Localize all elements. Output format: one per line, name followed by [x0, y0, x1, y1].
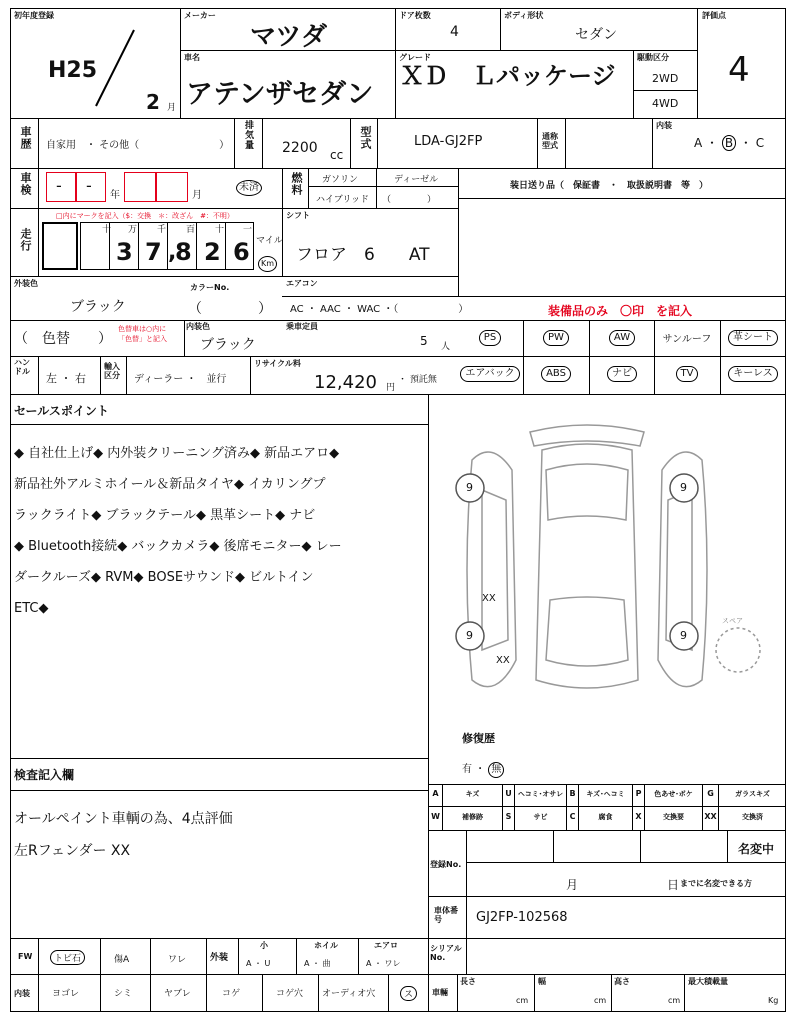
reg-month: 月: [566, 878, 579, 892]
color-no-label: カラーNo.: [190, 283, 230, 292]
legend-cell: 交換要: [663, 813, 684, 821]
equip-pw: PW: [524, 330, 588, 346]
body-type: セダン: [575, 27, 618, 43]
vin: GJ2FP-102568: [476, 910, 568, 925]
ac-label: エアコン: [286, 279, 318, 288]
km-label: Km: [258, 256, 277, 272]
odometer-digit-box-0: [42, 222, 78, 270]
repair-label: 修復歴: [462, 732, 495, 745]
grade: ＸＤ Ｌパッケージ: [400, 62, 616, 90]
equip-airbag: エアバック: [458, 366, 522, 382]
grade-eval-label: 評価点: [702, 11, 726, 20]
fuel-paren: （ ）: [382, 195, 437, 205]
dim-weight: 最大積載量: [688, 977, 728, 986]
unit-ten-man: 十: [102, 225, 112, 235]
dim-label: 車輛: [432, 988, 448, 997]
inspection-line: オールペイント車輌の為、4点評価: [14, 811, 233, 827]
bottom-cell: A ・ ワレ: [366, 959, 401, 968]
inspection-month-box-1: [124, 172, 156, 202]
bottom-cell: コゲ: [222, 989, 241, 999]
bottom-cell: エアロ: [374, 941, 398, 950]
fuel-label: 燃料: [290, 172, 303, 196]
bottom-cell: ワレ: [168, 955, 187, 965]
fuel-hybrid: ハイブリッド: [316, 195, 370, 205]
bottom-cell: 傷A: [114, 955, 130, 965]
equip-abs: ABS: [524, 366, 588, 382]
bottom-cell: FW: [18, 952, 33, 961]
ac: AC ・ AAC ・ WAC ・（ ）: [290, 304, 469, 315]
displacement-label: 排気量: [243, 120, 253, 150]
sales-line: ダークルーズ◆ RVM◆ BOSEサウンド◆ ビルトイン: [14, 570, 314, 585]
docs-label: 装日送り品（ 保証書 ・ 取扱説明書 等 ）: [510, 181, 709, 191]
odo-digit-3: 3: [116, 238, 133, 266]
sales-line: ◆ Bluetooth接続◆ バックカメラ◆ 後席モニター◆ レー: [14, 539, 342, 554]
tire-fr: 9: [680, 481, 687, 494]
month-unit: 月: [167, 103, 177, 113]
legend-cell: キズ･ヘコミ: [586, 790, 625, 798]
mile-label: マイル: [256, 236, 283, 246]
odo-digit-4: 7: [145, 238, 162, 266]
first-reg-year: H25: [48, 58, 98, 83]
legend-cell: キズ: [465, 790, 480, 798]
capacity-unit: 人: [441, 342, 451, 352]
dim-length: 長さ: [460, 977, 476, 986]
legend-cell: G: [707, 789, 714, 798]
equip-keyless: キーレス: [721, 366, 785, 382]
equip-title: 装備品のみ 〇印 を記入: [548, 304, 693, 318]
cc-unit: cc: [330, 148, 344, 162]
handle-label: ハンドル: [14, 358, 30, 376]
cm: cm: [594, 996, 607, 1005]
car-name: アテンザセダン: [186, 79, 374, 110]
legend-cell: ガラスキズ: [735, 790, 770, 798]
dash: -: [56, 176, 62, 195]
grade-eval: 4: [728, 50, 750, 90]
sales-line: 新品社外アルミホイール＆新品タイヤ◆ イカリングプ: [14, 477, 326, 492]
inspection-month-box-2: [156, 172, 188, 202]
cm: cm: [516, 996, 529, 1005]
legend-cell: サビ: [533, 813, 548, 821]
unit-ichi: 一: [243, 225, 253, 235]
common-model-label: 通称型式: [542, 132, 558, 150]
model: LDA-GJ2FP: [414, 134, 483, 149]
spare-label: スペア: [722, 617, 743, 625]
legend-cell: ヘコミ･オサレ: [517, 790, 564, 798]
sales-line: ラックライト◆ ブラックテール◆ 黒革シート◆ ナビ: [14, 508, 316, 523]
interior-grade: A ・ B ・ C: [694, 136, 765, 150]
color-no: （ ）: [188, 301, 272, 317]
equip-tv: TV: [655, 366, 719, 382]
interior-label: 内装: [656, 121, 672, 130]
dim-height: 高さ: [614, 977, 630, 986]
reg-day: 日: [667, 878, 680, 892]
shift: フロア 6 AT: [296, 245, 430, 265]
exterior-label: 外装色: [14, 279, 38, 288]
drive-label: 駆動区分: [637, 53, 669, 62]
inspection-title: 検査記入欄: [14, 768, 75, 782]
vin-label: 車体番号: [434, 906, 458, 924]
history-label: 車歴: [19, 126, 32, 150]
bottom-cell: ヨゴレ: [52, 989, 80, 999]
first-reg-month: 2: [146, 90, 160, 114]
maker: マツダ: [250, 22, 327, 52]
dim-width: 幅: [538, 977, 546, 986]
bottom-cell: A ・ U: [246, 959, 271, 968]
interior-color-label: 内装色: [186, 322, 210, 331]
legend-cell: 交換済: [742, 813, 763, 821]
maker-label: メーカー: [184, 11, 216, 20]
inspection-label: 車検: [19, 172, 32, 196]
repaint-note: 色替車は○内に「色替」と記入: [118, 325, 167, 343]
fuel-gas: ガソリン: [322, 175, 359, 185]
bottom-cell: 外装: [210, 953, 229, 963]
deposit: ・ 預託無: [398, 375, 437, 385]
capacity: 5: [420, 334, 428, 348]
displacement: 2200: [282, 140, 318, 156]
legend-cell: 補修跡: [462, 813, 483, 821]
sales-line: ETC◆: [14, 601, 49, 616]
tire-rl: 9: [466, 629, 473, 642]
tire-fl: 9: [466, 481, 473, 494]
equip-sunroof: サンルーフ: [662, 334, 712, 345]
exterior: ブラック: [70, 299, 126, 315]
bottom-cell: 小: [260, 941, 268, 950]
history-text: 自家用 ・ その他（ ）: [46, 140, 230, 151]
reg-deadline: までに名変できる方: [680, 879, 752, 888]
handle-value: 左 ・ 右: [46, 372, 86, 385]
unit-man: 万: [128, 225, 138, 235]
dash: -: [86, 176, 92, 195]
bottom-cell: A ・ 曲: [304, 959, 331, 968]
recycle-unit: 円: [386, 383, 396, 393]
unit-ju: 十: [215, 225, 225, 235]
model-label: 型式: [359, 126, 372, 150]
damage-mark: XX: [496, 655, 510, 666]
bottom-cell: ス: [400, 986, 417, 1001]
mileage-note: □内にマークを記入（$：交換 ＊：改ざん #：不明）: [56, 212, 234, 220]
body-label: ボディ形状: [504, 11, 544, 20]
fuel-diesel: ディーゼル: [394, 175, 439, 185]
equip-ps: PS: [458, 330, 522, 346]
year-unit: 年: [110, 190, 120, 201]
recycle: 12,420: [314, 372, 377, 393]
damage-mark: XX: [482, 593, 496, 604]
legend-cell: U: [505, 789, 512, 798]
cm: cm: [668, 996, 681, 1005]
sales-title: セールスポイント: [14, 404, 109, 418]
bottom-cell: オーディオ穴: [322, 989, 376, 999]
sales-points: [14, 438, 426, 624]
serial-label: シリアルNo.: [430, 944, 462, 962]
odo-digit-7: 6: [233, 238, 250, 266]
name-change: 名変中: [738, 842, 775, 856]
doors: 4: [450, 24, 459, 40]
legend-cell: S: [505, 812, 512, 821]
equip-leather: 革シート: [721, 330, 785, 346]
legend-cell: W: [431, 812, 440, 821]
legend-cell: X: [635, 812, 642, 821]
repair-value: 有 ・ 無: [462, 760, 504, 778]
bottom-cell: シミ: [114, 989, 133, 999]
equip-aw: AW: [590, 330, 654, 346]
bottom-cell: 内装: [14, 989, 30, 998]
mileage-label: 走行: [19, 228, 32, 252]
inspection-line: 左Rフェンダー XX: [14, 843, 131, 859]
unit-sen: 千: [157, 225, 167, 235]
kg: Kg: [768, 996, 779, 1005]
drive-2wd: 2WD: [652, 72, 679, 85]
doors-label: ドア枚数: [399, 11, 431, 20]
registration-label: 登録No.: [430, 860, 462, 869]
drive-4wd: 4WD: [652, 97, 679, 110]
import-label: 輸入区分: [104, 362, 120, 380]
month-unit-2: 月: [192, 190, 202, 201]
unit-hyaku: 百: [186, 225, 196, 235]
car-diagram: [432, 410, 782, 710]
car-name-label: 車名: [184, 53, 200, 62]
legend-cell: P: [635, 789, 642, 798]
comma: ,: [168, 240, 177, 265]
slash-mark: [90, 28, 140, 108]
legend-cell: 腐食: [598, 813, 613, 821]
capacity-label: 乗車定員: [286, 322, 318, 331]
first-reg-label: 初年度登録: [14, 11, 54, 20]
legend-cell: XX: [704, 812, 717, 821]
tire-rr: 9: [680, 629, 687, 642]
odo-digit-5: 8: [175, 238, 192, 266]
bottom-cell: ホイル: [314, 941, 338, 950]
import: ディーラー ・ 並行: [134, 374, 227, 385]
odo-digit-6: 2: [204, 238, 221, 266]
bottom-cell: コゲ穴: [276, 989, 304, 999]
uninspected: 未済: [236, 180, 262, 196]
legend-cell: 色あせ･ボケ: [654, 790, 693, 798]
sales-line: ◆ 自社仕上げ◆ 内外装クリーニング済み◆ 新品エアロ◆: [14, 446, 340, 461]
recycle-label: リサイクル料: [254, 359, 301, 368]
legend-cell: A: [432, 789, 439, 798]
legend-cell: C: [569, 812, 576, 821]
repaint: （ 色替 ）: [14, 331, 112, 347]
bottom-cell: ヤブレ: [164, 989, 191, 999]
shift-label: シフト: [286, 211, 310, 220]
legend-cell: B: [569, 789, 576, 798]
bottom-cell: トビ石: [50, 950, 85, 965]
grade-label: グレード: [399, 53, 431, 62]
interior-color: ブラック: [200, 337, 256, 353]
equip-navi: ナビ: [590, 366, 654, 382]
